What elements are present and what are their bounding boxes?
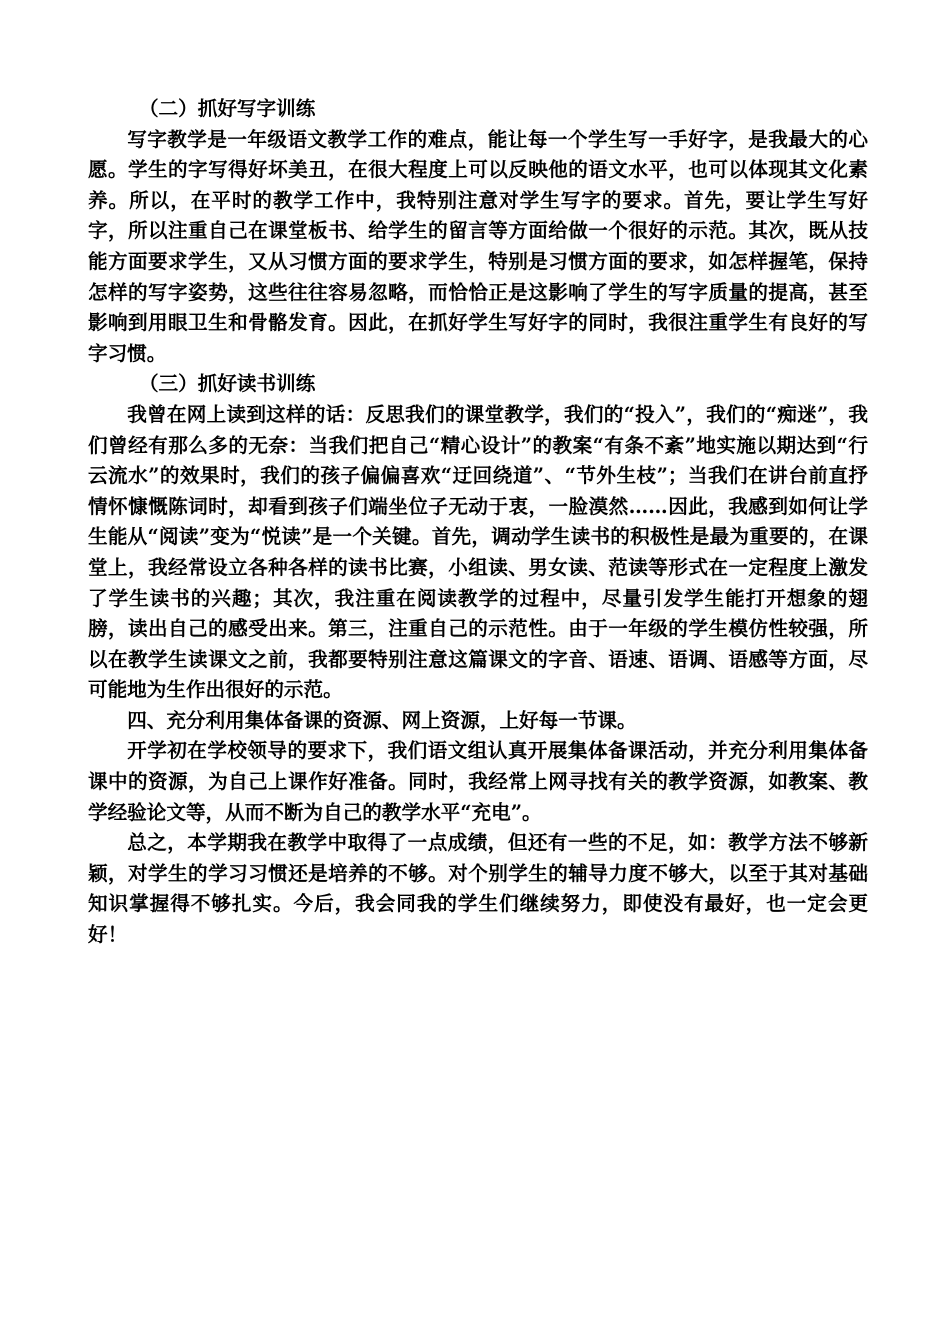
- section-heading-reading: （三）抓好读书训练: [138, 372, 316, 396]
- paragraph-writing-training: 写字教学是一年级语文教学工作的难点，能让每一个学生写一手好字，是我最大的心愿。学生的字写得好坏美丑，在很大程度上可以反映他的语文水平，也可以体现其文化素养。所以，在平时的教学工作中，我特别注意对学生写字的要求。首先，要让学生写好字，所以注重自己在课堂板书、给学生的留言等方面给做一个很好的示范。其次，既从技能方面要求学生，又从习惯方面的要求学生，特别是习惯方面的要求，如怎样握笔，保持怎样的写字姿势，这些往往容易忽略，而恰恰正是这影响了学生的写字质量的提高，甚至影响到用眼卫生和骨骼发育。因此，在抓好学生写好字的同时，我很注重学生有良好的写字习惯。: [88, 127, 868, 365]
- paragraph-collective-prep: 开学初在学校领导的要求下，我们语文组认真开展集体备课活动，并充分利用集体备课中的资源，为自己上课作好准备。同时，我经常上网寻找有关的教学资源，如教案、教学经验论文等，从而不断为自己的教学水平“充电”。: [88, 739, 868, 824]
- document-body: [88, 94, 868, 951]
- paragraph-summary: 总之，本学期我在教学中取得了一点成绩，但还有一些的不足，如：教学方法不够新颖，对学生的学习习惯还是培养的不够。对个别学生的辅导力度不够大，以至于其对基础知识掌握得不够扎实。今后，我会同我的学生们继续努力，即使没有最好，也一定会更好！: [88, 831, 868, 947]
- section-heading-collective-prep: 四、充分利用集体备课的资源、网上资源，上好每一节课。: [127, 708, 637, 732]
- section-heading-writing: （二）抓好写字训练: [138, 97, 316, 120]
- paragraph-reading-training: 我曾在网上读到这样的话：反思我们的课堂教学，我们的“投入”，我们的“痴迷”，我们曾经有那么多的无奈：当我们把自己“精心设计”的教案“有条不紊”地实施以期达到“行云流水”的效果时，我们的孩子偏偏喜欢“迂回绕道”、“节外生枝”；当我们在讲台前直抒情怀慷慨陈词时，却看到孩子们端坐位子无动于衷，一脸漠然……因此，我感到如何让学生能从“阅读”变为“悦读”是一个关键。首先，调动学生读书的积极性是最为重要的，在课堂上，我经常设立各种各样的读书比赛，小组读、男女读、范读等形式在一定程度上激发了学生读书的兴趣；其次，我注重在阅读教学的过程中，尽量引发学生能打开想象的翅膀，读出自己的感受出来。第三，注重自己的示范性。由于一年级的学生模仿性较强，所以在教学生读课文之前，我都要特别注意这篇课文的字音、语速、语调、语感等方面，尽可能地为生作出很好的示范。: [88, 402, 868, 702]
